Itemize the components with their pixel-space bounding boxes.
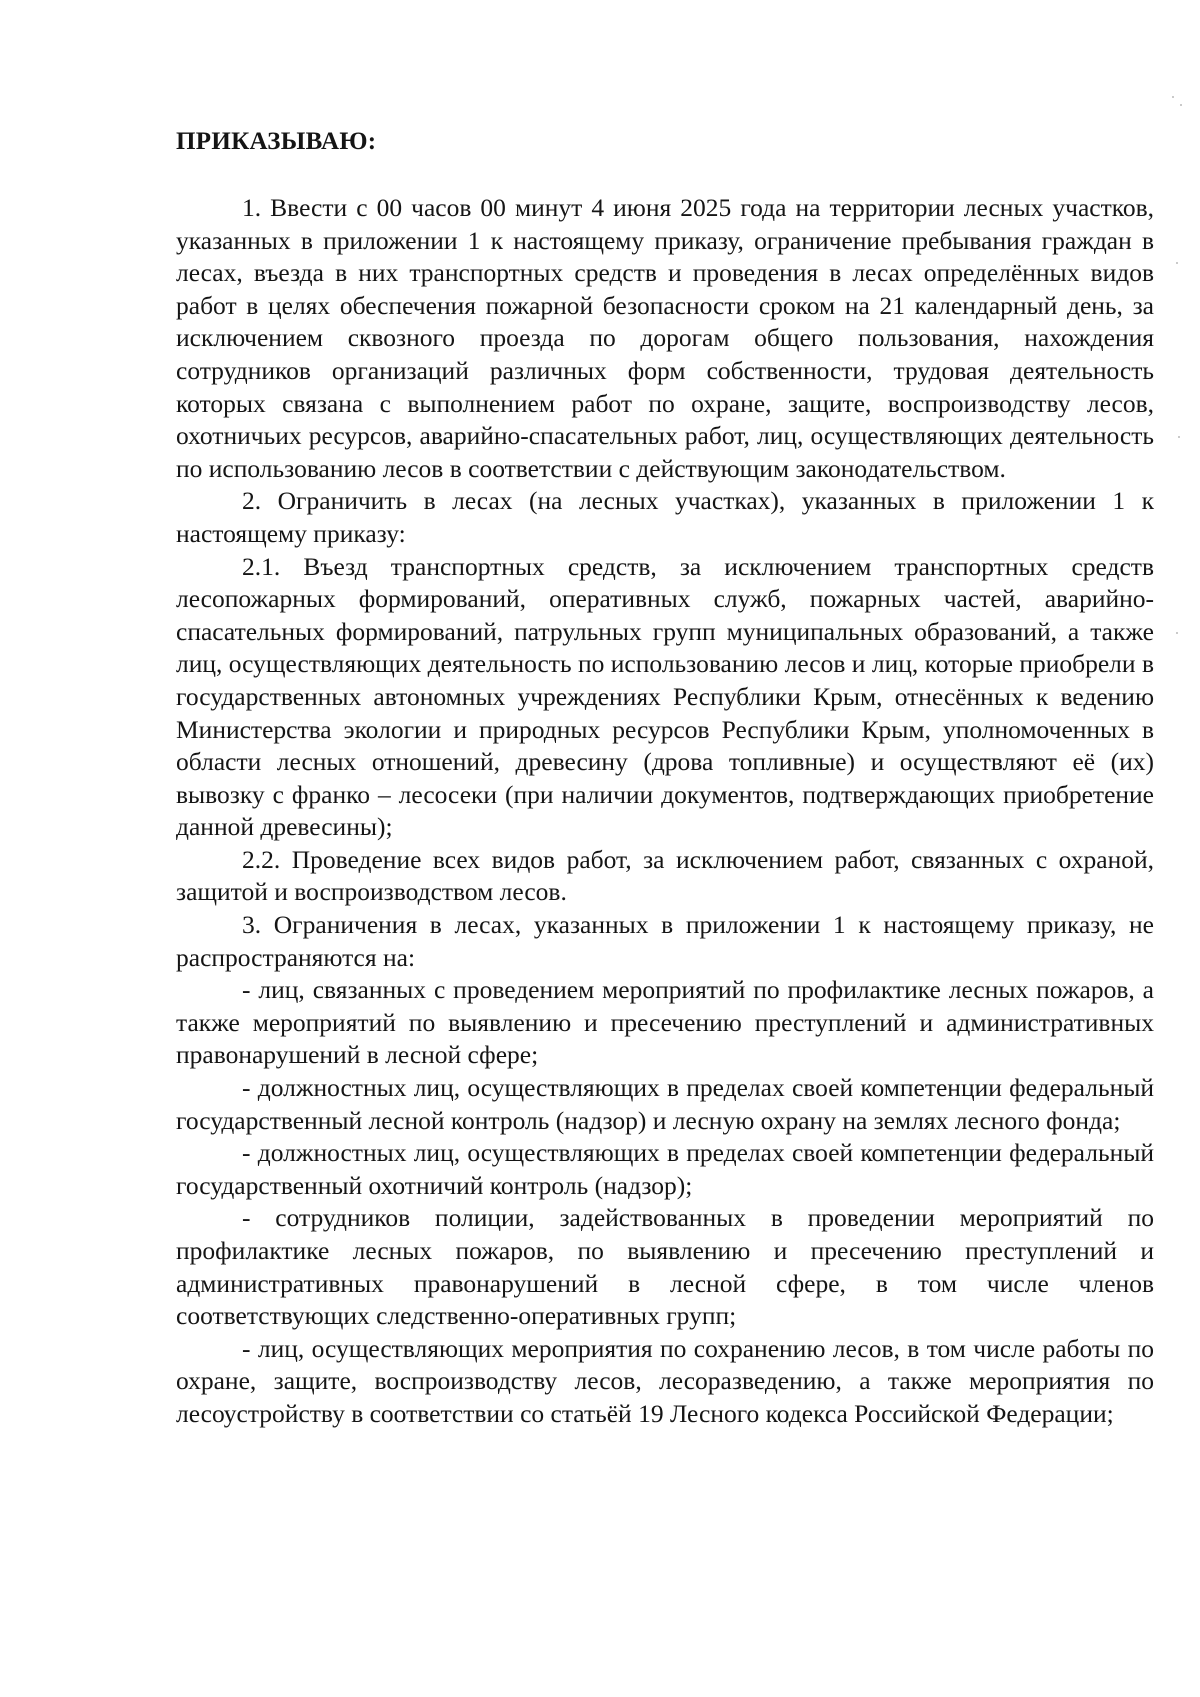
order-heading: ПРИКАЗЫВАЮ: <box>176 128 377 155</box>
scan-speck <box>1172 96 1174 98</box>
paragraph-2-2: 2.2. Проведение всех видов работ, за исключением работ, связанных с охраной, защитой и воспроизводством лесов. <box>176 844 1154 907</box>
list-item: - лиц, осуществляющих мероприятия по сохранению лесов, в том числе работы по охране, защите, воспроизводству лесов, лесоразведению, а также мероприятия по лесоустройству в соответствии со статьёй 19 Лесного кодекса Российской Федерации; <box>176 1333 1154 1428</box>
list-item: - сотрудников полиции, задействованных в проведении мероприятий по профилактике лесных пожаров, по выявлению и пресечению преступлений и административных правонарушений в лесной сфере, в том числе членов соответствующих следственно-оперативных групп; <box>176 1203 1154 1331</box>
paragraph-2-1: 2.1. Въезд транспортных средств, за исключением транспортных средств лесопожарных формирований, оперативных служб, пожарных частей, аварийно-спасательных формирований, патрульных групп муниципальных образований, а также лиц, осуществляющих деятельность по использованию лесов и лиц, которые приобрели в государственных автономных учреждениях Республики Крым, отнесённых к ведению Министерства экологии и природных ресурсов Республики Крым, уполномоченных в области лесных отношений, древесину (дрова топливные) и осуществляют её (их) вывозку с франко – лесосеки (при наличии документов, подтверждающих приобретение данной древесины); <box>176 551 1154 842</box>
scan-speck <box>1178 436 1180 438</box>
paragraph-2: 2. Ограничить в лесах (на лесных участках), указанных в приложении 1 к настоящему приказу: <box>176 486 1154 548</box>
scan-speck <box>1176 262 1178 264</box>
list-item: - должностных лиц, осуществляющих в пределах своей компетенции федеральный государственный охотничий контроль (надзор); <box>176 1138 1154 1200</box>
paragraph-3: 3. Ограничения в лесах, указанных в приложении 1 к настоящему приказу, не распространяются на: <box>176 910 1154 972</box>
order-body <box>176 192 1154 1431</box>
list-item: - лиц, связанных с проведением мероприятий по профилактике лесных пожаров, а также мероприятий по выявлению и пресечению преступлений и административных правонарушений в лесной сфере; <box>176 975 1154 1070</box>
paragraph-1: 1. Ввести с 00 часов 00 минут 4 июня 2025 года на территории лесных участков, указанных в приложении 1 к настоящему приказу, ограничение пребывания граждан в лесах, въезда в них транспортных средств и проведения в лесах определённых видов работ в целях обеспечения пожарной безопасности сроком на 21 календарный день, за исключением сквозного проезда по дорогам общего пользования, нахождения сотрудников организаций различных форм собственности, трудовая деятельность которых связана с выполнением работ по охране, защите, воспроизводству лесов, охотничьих ресурсов, аварийно-спасательных работ, лиц, осуществляющих деятельность по использованию лесов в соответствии с действующим законодательством. <box>176 193 1154 483</box>
list-item: - должностных лиц, осуществляющих в пределах своей компетенции федеральный государственный лесной контроль (надзор) и лесную охрану на землях лесного фонда; <box>176 1073 1154 1135</box>
scan-speck <box>1180 104 1182 106</box>
scan-speck <box>1176 632 1178 634</box>
